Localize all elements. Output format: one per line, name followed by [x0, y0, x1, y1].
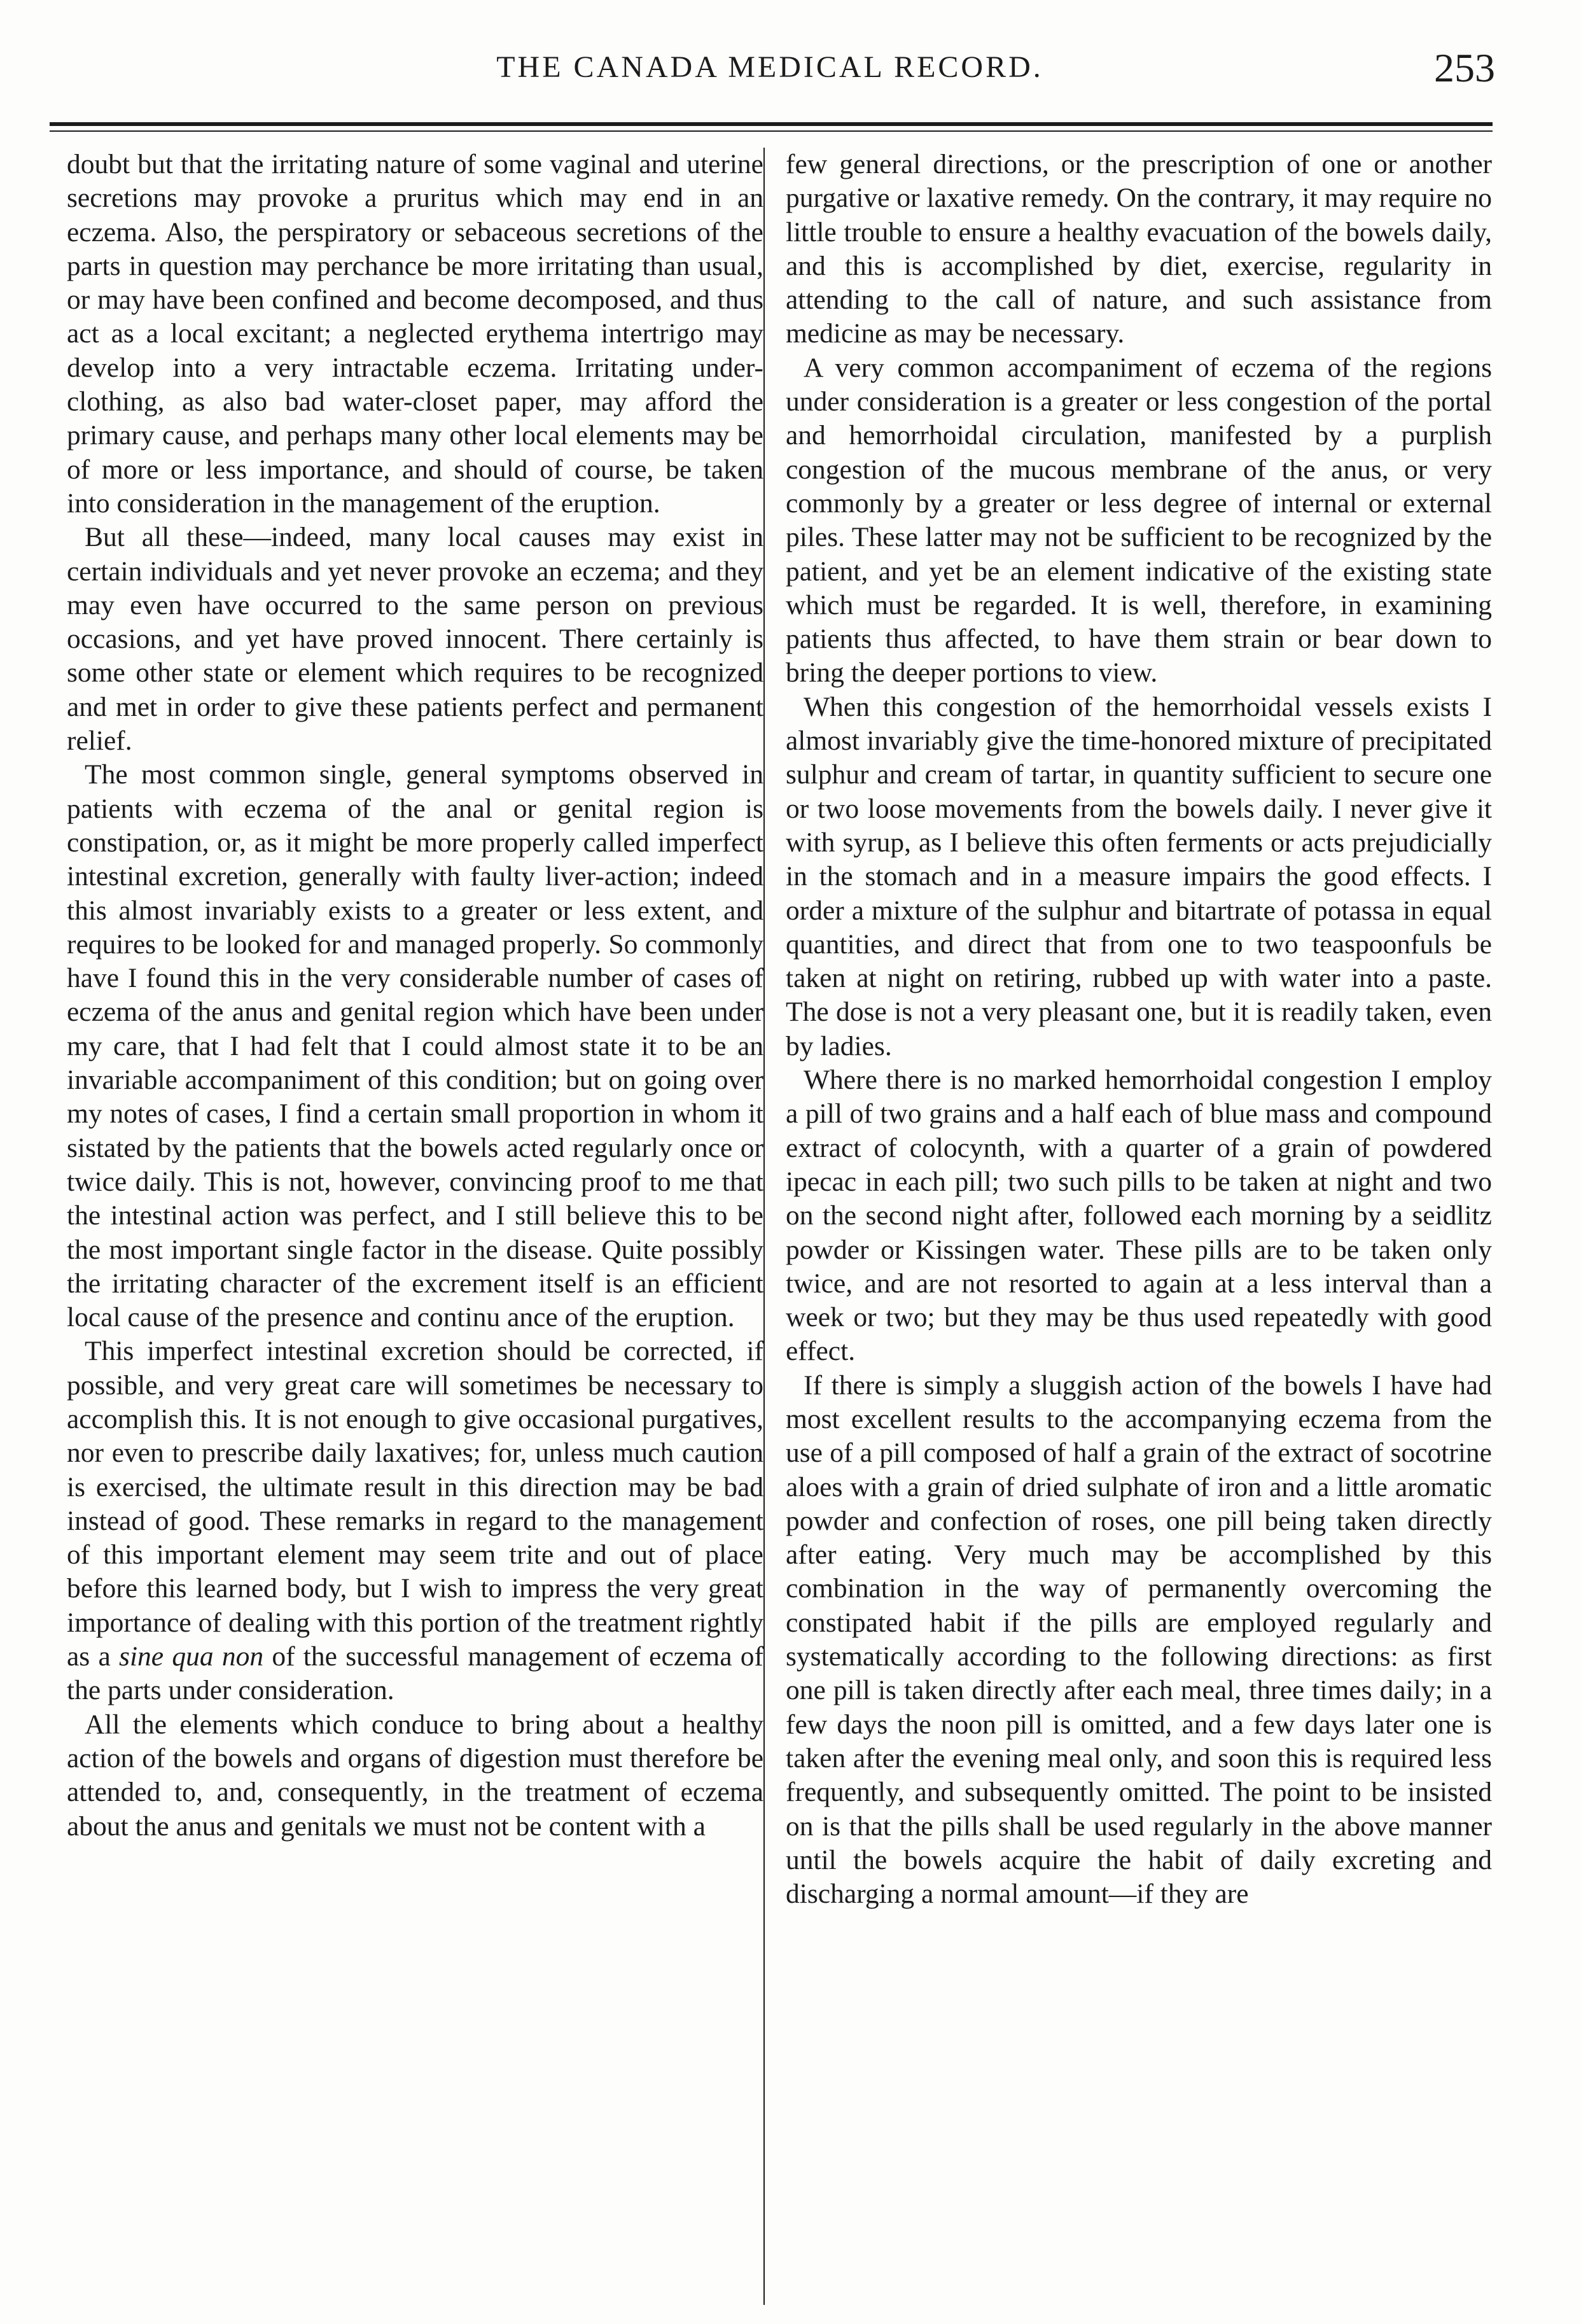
left-paragraph-1: doubt but that the irritating nature of some vaginal and uterine secretions may provoke a pruritus which may end in an eczema. Also, the perspiratory or sebaceous secretions of the parts in question may perchance be more irritating than usual, or may have been confined and become decomposed, and thus act as a local excitant; a neglected erythema intertrigo may develop into a very intractable eczema. Irritating under-clothing, as also bad water-closet paper, may afford the primary cause, and perhaps many other local elements may be of more or less importance, and should of course, be taken into consideration in the management of the eruption.: [67, 149, 763, 519]
header-rule-thick: [50, 122, 1493, 126]
left-paragraph-4: [67, 1334, 763, 1707]
left-paragraph-3: The most common single, general symptoms observed in patients with eczema of the anal or genital region is constipation, or, as it might be more properly called imperfect intestinal excretion, generally with faulty liver-action; indeed this almost invariably exists to a greater or less extent, and requires to be looked for and managed properly. So commonly have I found this in the very considerable number of cases of eczema of the anus and genital region which have been under my care, that I had felt that I could almost state it to be an invariable accompaniment of this condition; but on going over my notes of cases, I find a certain small proportion in whom it sistated by the patients that the bowels acted regularly once or twice daily. This is not, however, convincing proof to me that the intestinal action was perfect, and I still believe this to be the most important single factor in the disease. Quite possibly the irritating character of the excrement itself is an efficient local cause of the presence and continu ance of the eruption.: [67, 759, 763, 1333]
left-column: [67, 148, 763, 2299]
right-paragraph-5: If there is simply a sluggish action of the bowels I have had most excellent results to the accompanying eczema from the use of a pill composed of half a grain of the extract of socotrine aloes with a grain of dried sulphate of iron and a little aromatic powder and confection of roses, one pill being taken directly after eating. Very much may be accomplished by this combination in the way of permanently overcoming the constipated habit if the pills are employed regularly and systematically according to the following directions: as first one pill is taken directly after each meal, three times daily; in a few days the noon pill is omitted, and a few days later one is taken after the evening meal only, and soon this is required less frequently, and subsequently omitted. The point to be insisted on is that the pills shall be used regularly in the above manner until the bowels acquire the habit of daily excreting and discharging a normal amount—if they are: [786, 1369, 1492, 1910]
left-paragraph-4-text-a: This imperfect intestinal excretion should be corrected, if possible, and very great care will sometimes be necessary to accomplish this. It is not enough to give occasional purgatives, nor even to prescribe daily laxatives; for, unless much caution is exercised, the ultimate result in this direction may be bad instead of good. These remarks in regard to the management of this important element may seem trite and out of place before this learned body, but I wish to impress the very great importance of dealing with this portion of the treatment rightly as a: [67, 1336, 763, 1672]
running-head: [45, 45, 1495, 115]
left-paragraph-4-text-b: of the successful management of eczema of the parts under consideration.: [67, 1641, 764, 1706]
right-paragraph-3: When this congestion of the hemorrhoidal vessels exists I almost invariably give the time-honored mixture of precipitated sulphur and cream of tartar, in quantity sufficient to secure one or two loose movements from the bowels daily. I never give it with syrup, as I believe this often ferments or acts prejudicially in the stomach and in a measure impairs the good effects. I order a mixture of the sulphur and bitartrate of potassa in equal quantities, and direct that from one to two teaspoonfuls be taken at night on retiring, rubbed up with water into a paste. The dose is not a very pleasant one, but it is readily taken, even by ladies.: [786, 691, 1492, 1061]
left-paragraph-5: All the elements which conduce to bring about a healthy action of the bowels and organs of digestion must therefore be attended to, and, consequently, in the treatment of eczema about the anus and genitals we must not be content with a: [67, 1709, 763, 1842]
sine-qua-non-italic: sine qua non: [119, 1641, 264, 1672]
right-column: [786, 148, 1492, 2299]
column-divider: [763, 148, 765, 2305]
journal-title: THE CANADA MEDICAL RECORD.: [496, 50, 1043, 84]
header-rule-thin: [50, 130, 1493, 132]
right-paragraph-2: A very common accompaniment of eczema of the regions under consideration is a greater or less congestion of the portal and hemorrhoidal circulation, manifested by a purplish congestion of the mucous membrane of the anus, or very commonly by a greater or less degree of internal or external piles. These latter may not be sufficient to be recognized by the patient, and yet be an element indicative of the existing state which must be regarded. It is well, therefore, in examining patients thus affected, to have them strain or bear down to bring the deeper portions to view.: [786, 352, 1492, 689]
left-paragraph-2: But all these—indeed, many local causes may exist in certain individuals and yet never provoke an eczema; and they may even have occurred to the same person on previous occasions, and yet have proved innocent. There certainly is some other state or element which requires to be recognized and met in order to give these patients perfect and permanent relief.: [67, 522, 763, 757]
page-number: 253: [1434, 45, 1495, 90]
right-paragraph-4: Where there is no marked hemorrhoidal congestion I employ a pill of two grains and a half each of blue mass and compound extract of colocynth, with a quarter of a grain of powdered ipecac in each pill; two such pills to be taken at night and two on the second night after, followed each morning by a seidlitz powder or Kissingen water. These pills are to be taken only twice, and are not resorted to again at a less interval than a week or two; but they may be thus used repeatedly with good effect.: [786, 1065, 1492, 1367]
right-paragraph-1: few general directions, or the prescription of one or another purgative or laxative remedy. On the contrary, it may require no little trouble to ensure a healthy evacuation of the bowels daily, and this is accomplished by diet, exercise, regularity in attending to the call of nature, and such assistance from medicine as may be necessary.: [786, 149, 1492, 349]
